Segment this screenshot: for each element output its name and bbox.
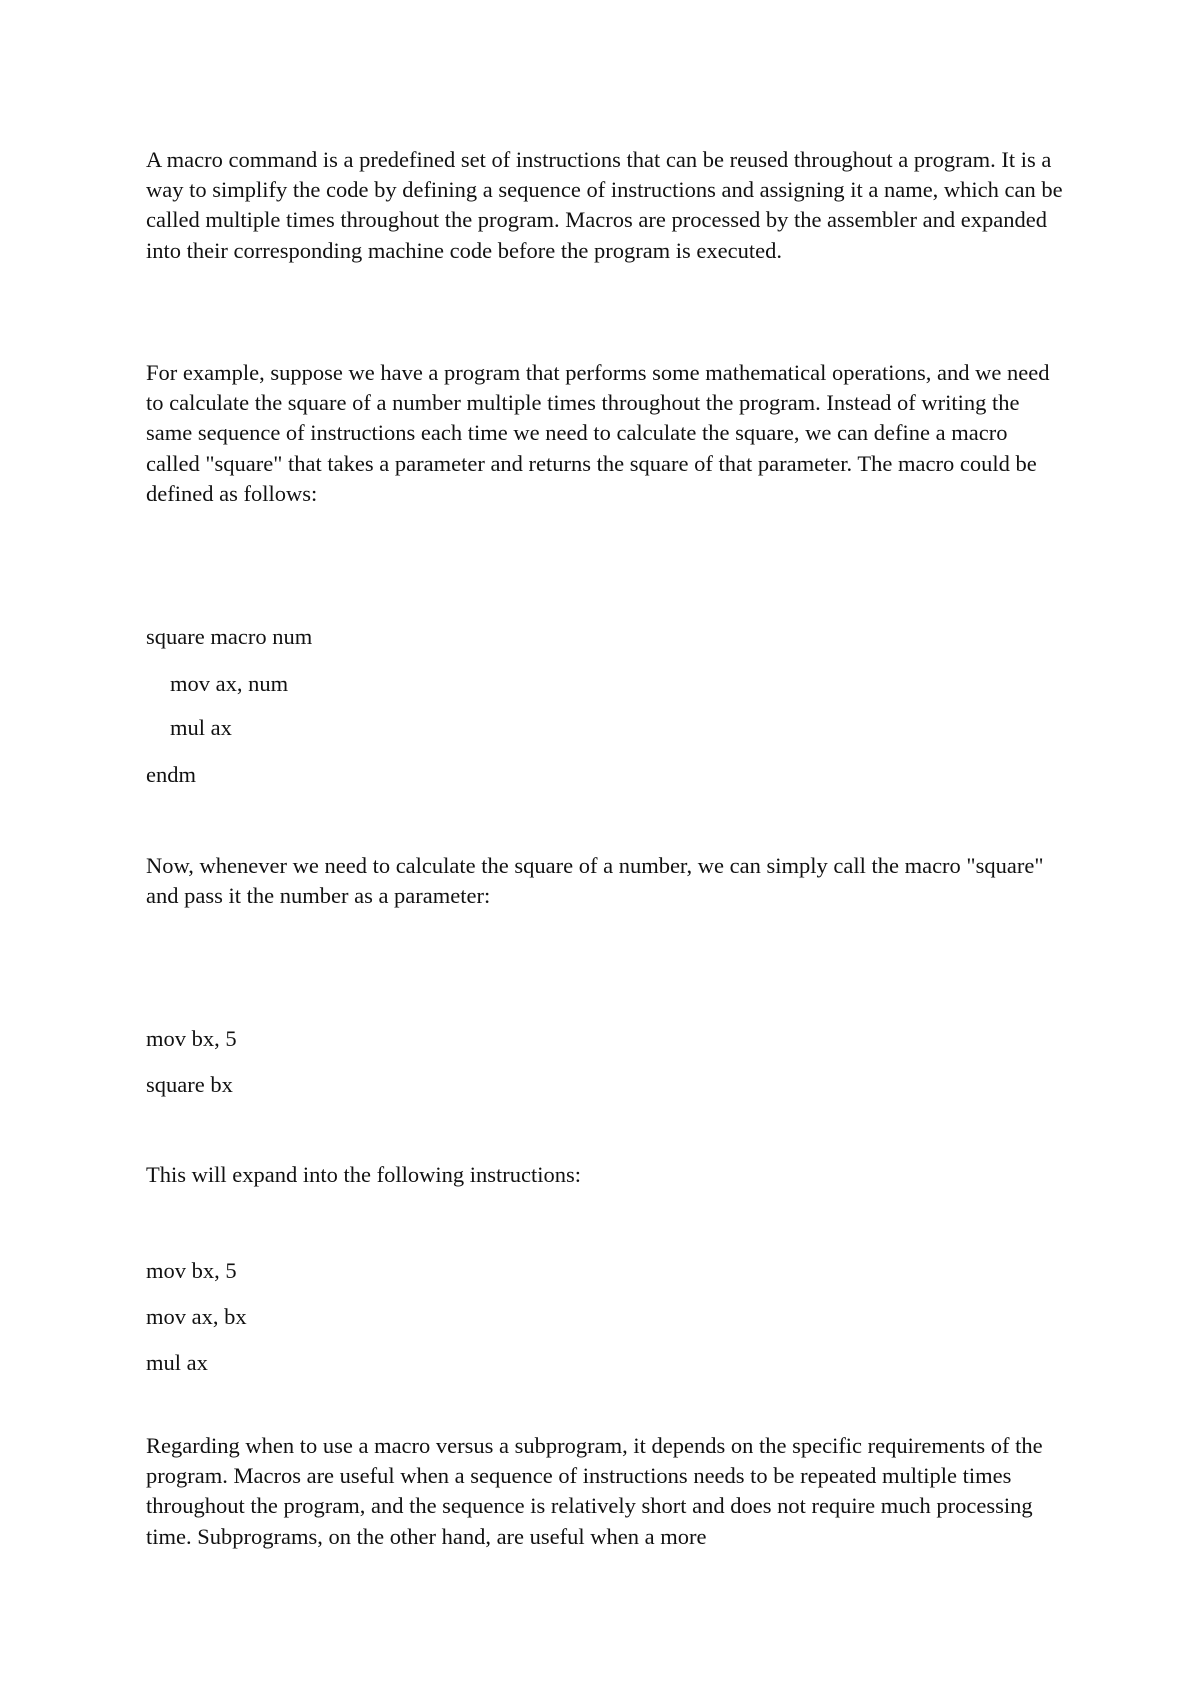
code-line: mul ax [146, 1350, 208, 1375]
paragraph-macro-vs-subprogram: Regarding when to use a macro versus a subprogram, it depends on the specific requirements of the program. Macros are useful when a sequence of instructions needs to be repeated multiple times throughout the program, and the sequence is relatively short and does not require much processing time. Subprograms, on the other hand, are useful when a more [146, 1433, 1043, 1549]
paragraph-macro-definition-intro: A macro command is a predefined set of instructions that can be reused throughout a program. It is a way to simplify the code by defining a sequence of instructions and assigning it a name, which can be called multiple times throughout the program. Macros are processed by the assembler and expanded into their corresponding machine code before the program is executed. [146, 147, 1063, 263]
code-line: mov ax, bx [146, 1304, 247, 1329]
code-line: mov bx, 5 [146, 1026, 237, 1051]
paragraph-macro-call: Now, whenever we need to calculate the square of a number, we can simply call the macro "square" and pass it the number as a parameter: [146, 853, 1044, 909]
code-line: mov ax, num [170, 671, 289, 696]
code-line: endm [146, 762, 196, 787]
paragraph-expansion-intro: This will expand into the following instructions: [146, 1162, 581, 1187]
code-line: mul ax [170, 715, 232, 740]
code-line: square macro num [146, 624, 313, 649]
paragraph-square-example: For example, suppose we have a program that performs some mathematical operations, and we need to calculate the square of a number multiple times throughout the program. Instead of writing the same sequence of instructions each time we need to calculate the square, we can define a macro called "square" that takes a parameter and returns the square of that parameter. The macro could be defined as follows: [146, 360, 1050, 506]
code-line: mov bx, 5 [146, 1258, 237, 1283]
code-line: square bx [146, 1072, 233, 1097]
